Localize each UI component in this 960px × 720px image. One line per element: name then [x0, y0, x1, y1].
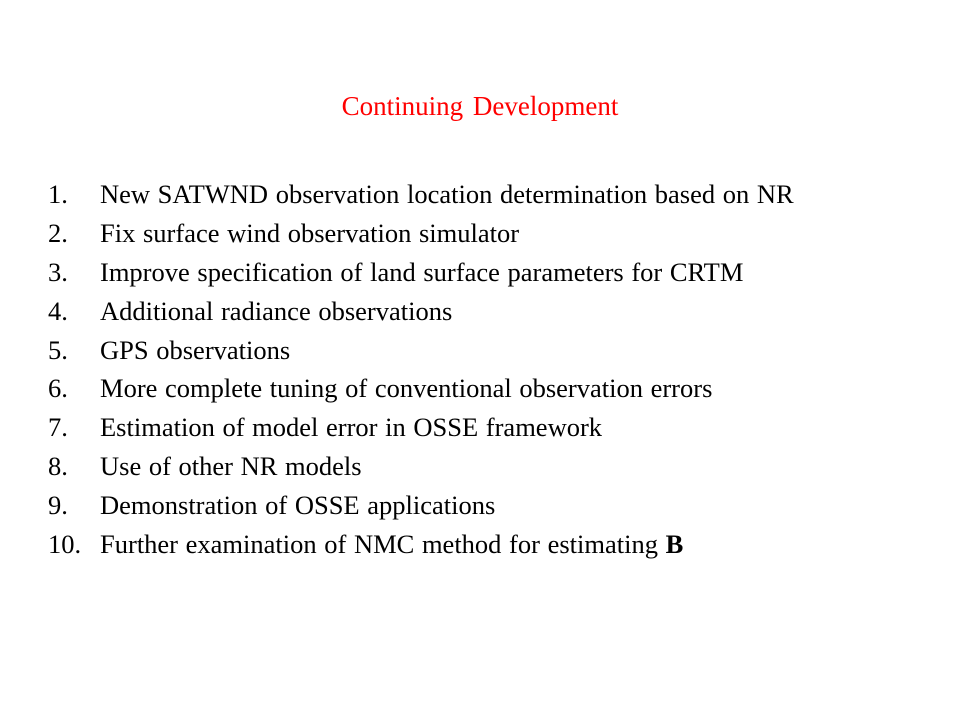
- list-item-text: Improve specification of land surface parameters for CRTM: [100, 256, 744, 287]
- list-item-number: 8.: [48, 451, 68, 482]
- list-item-text: Estimation of model error in OSSE framework: [100, 412, 603, 443]
- list-item-number: 5.: [48, 334, 68, 365]
- list-item-text: Use of other NR models: [100, 451, 362, 482]
- list-item-number: 7.: [48, 412, 68, 443]
- list-item-number: 10.: [48, 528, 82, 559]
- list-item: [48, 175, 794, 214]
- slide-title: Continuing Development: [341, 91, 619, 121]
- list-item: [48, 253, 794, 292]
- list-item: [48, 525, 794, 564]
- list-item: [48, 214, 794, 253]
- matrix-symbol-b: B: [665, 528, 684, 559]
- list-item-text: GPS observations: [100, 334, 291, 365]
- list-item-number: 2.: [48, 217, 68, 248]
- list-item: [48, 408, 794, 447]
- list-item: [48, 292, 794, 331]
- list-item-text: More complete tuning of conventional observation errors: [100, 373, 713, 404]
- list-item: [48, 331, 794, 370]
- list-item: [48, 369, 794, 408]
- list-item-number: 6.: [48, 373, 68, 404]
- list-item-text: New SATWND observation location determination based on NR: [100, 178, 794, 209]
- development-list: [48, 175, 794, 564]
- list-item-number: 3.: [48, 256, 68, 287]
- list-item-text: [100, 529, 683, 560]
- list-item-number: 1.: [48, 178, 68, 209]
- list-item-number: 9.: [48, 490, 68, 521]
- list-item: [48, 486, 794, 525]
- list-item-text: Fix surface wind observation simulator: [100, 217, 520, 248]
- list-item-text: Additional radiance observations: [100, 295, 453, 326]
- list-item-text: Demonstration of OSSE applications: [100, 490, 496, 521]
- list-item-number: 4.: [48, 295, 68, 326]
- list-item-text-main: Further examination of NMC method for estimating: [100, 528, 666, 559]
- list-item: [48, 447, 794, 486]
